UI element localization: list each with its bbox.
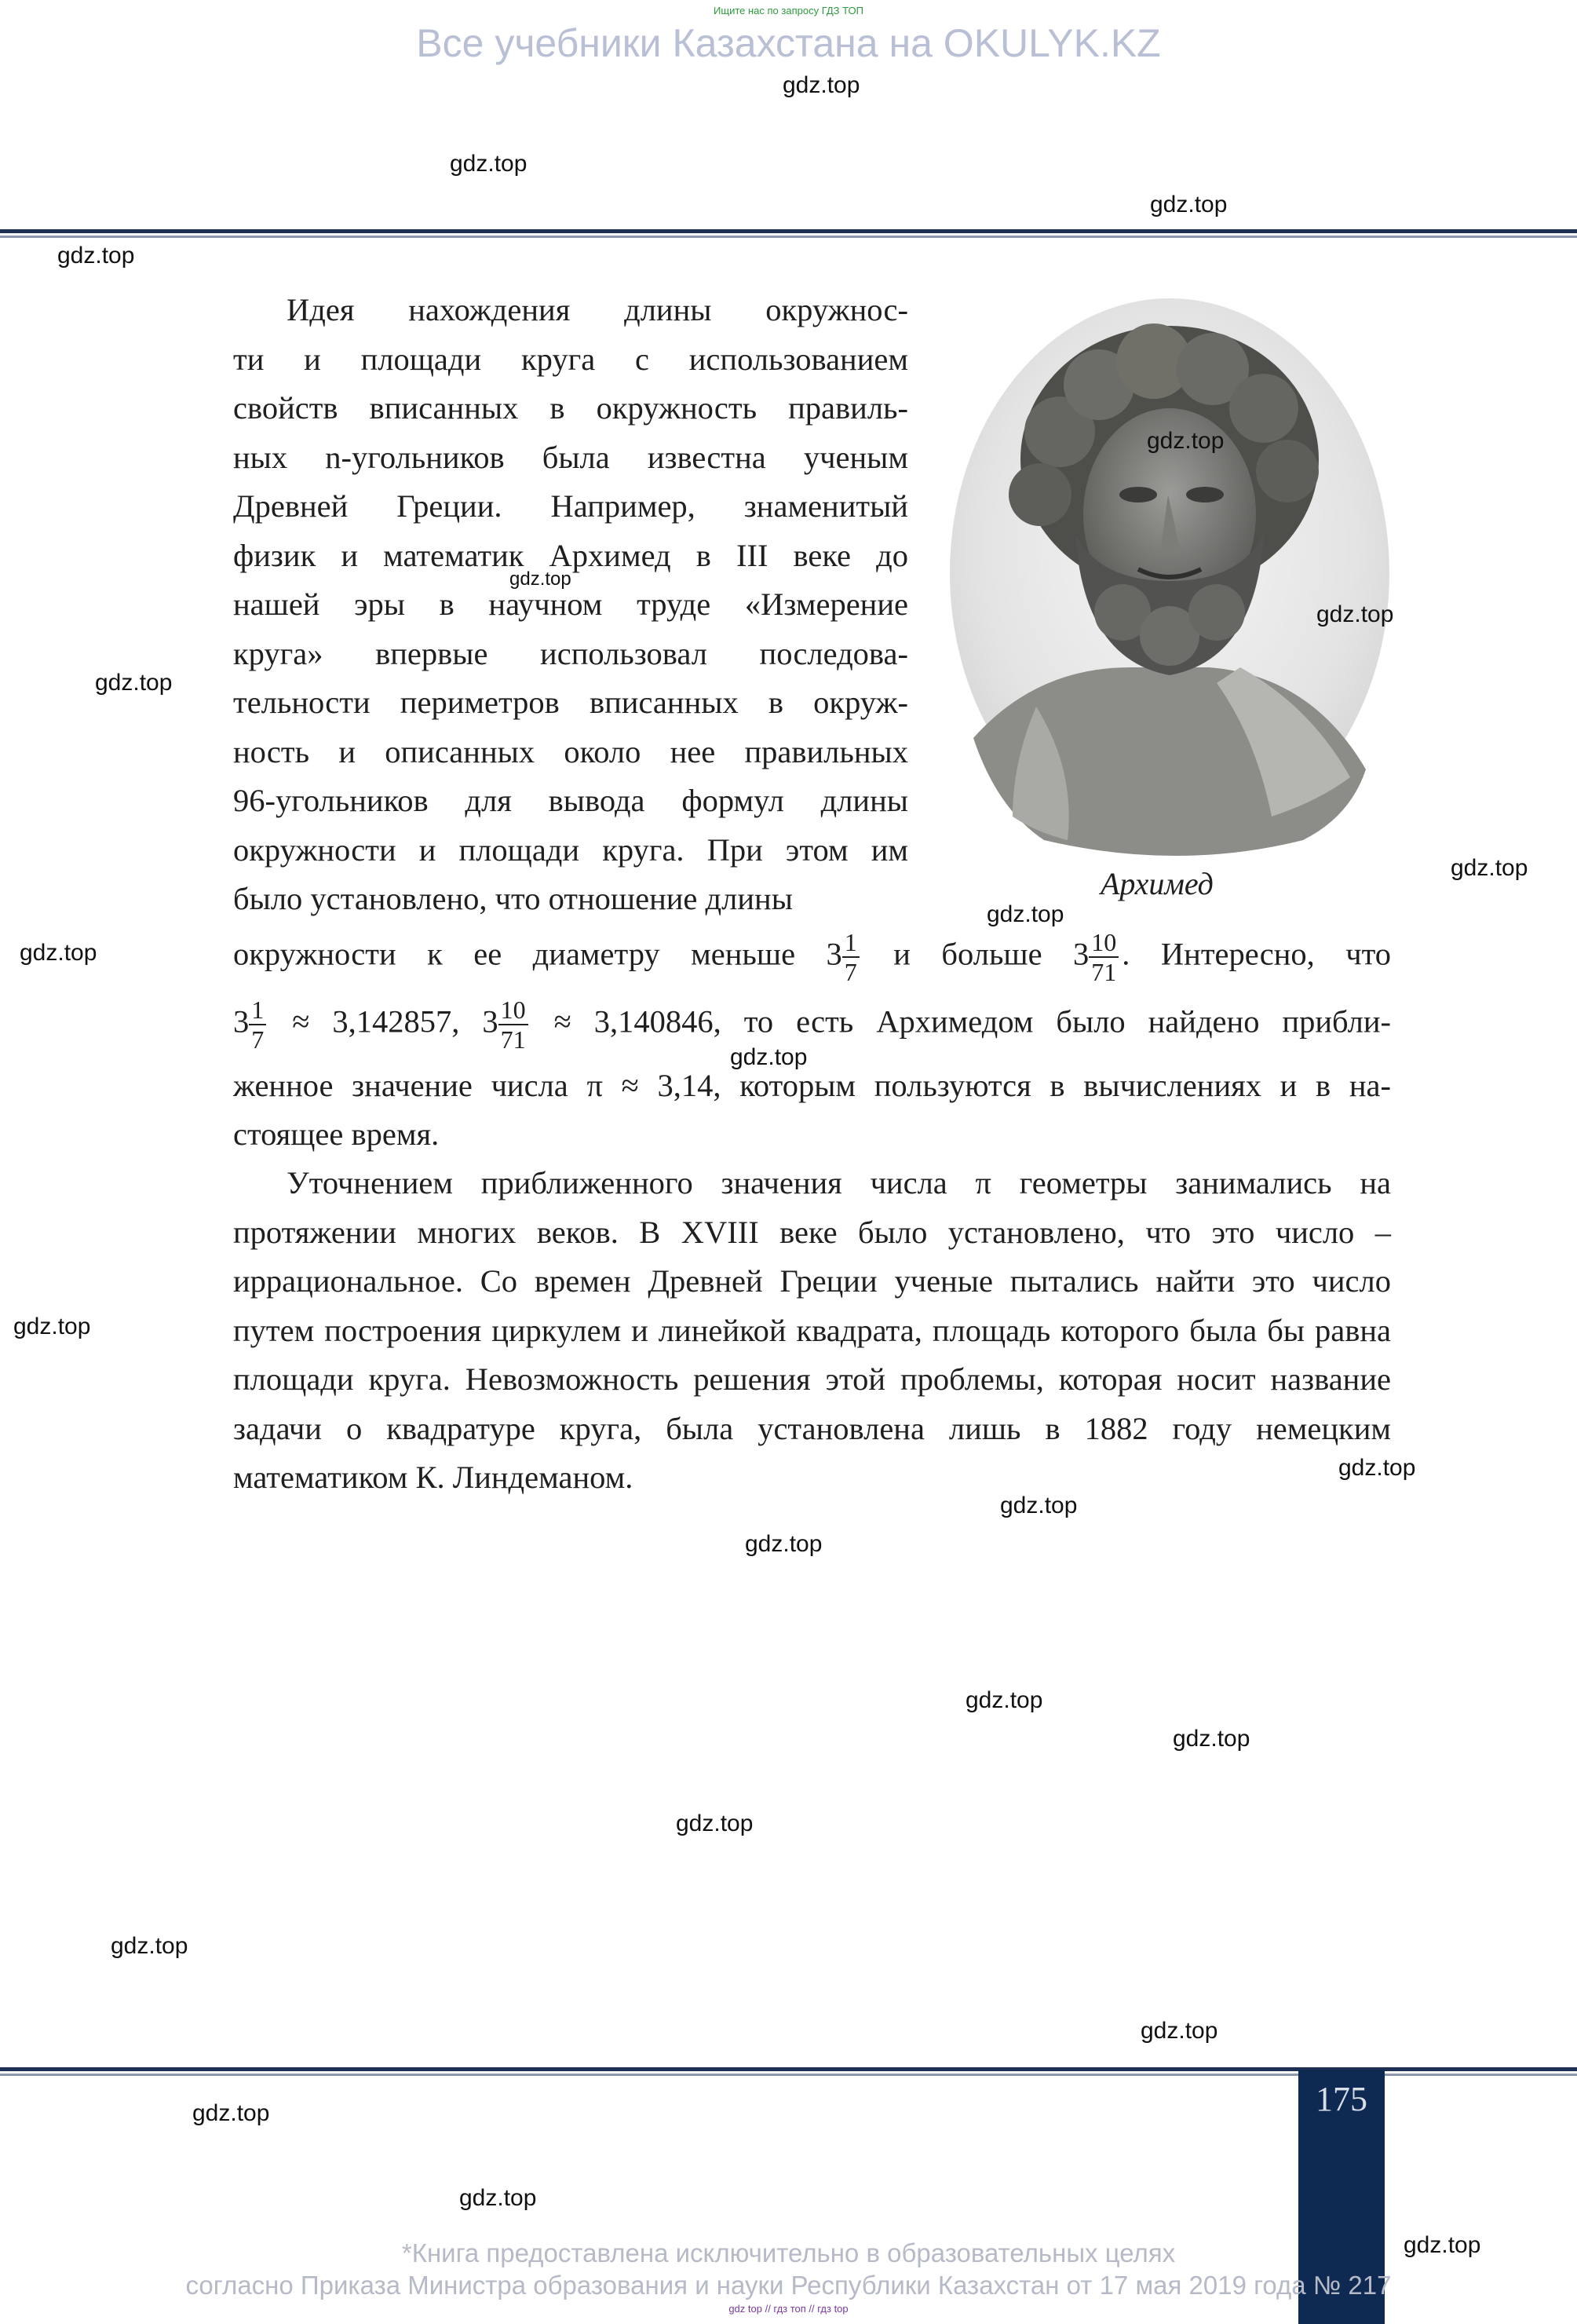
fraction-numerator: 10 (498, 996, 528, 1025)
fraction-numerator: 1 (842, 928, 860, 958)
footer-line-2: согласно Приказа Министра образования и науки Республики Казахстан от 17 мая 2019 года № 217 (185, 2271, 1392, 2300)
watermark: gdz.top (783, 72, 860, 98)
fraction-1-7 (249, 996, 266, 1054)
watermark: gdz.top (676, 1811, 754, 1836)
line-with-fractions-2 (233, 996, 1391, 1058)
text-segment: ≈ 3,140846, то есть Архимедом было найдено прибли- (531, 1003, 1391, 1040)
text-line: ность и описанных около нее правильных (233, 733, 908, 769)
text-segment: 3 (233, 1003, 250, 1040)
fraction-denominator: 71 (1091, 958, 1117, 986)
fraction-numerator: 1 (249, 996, 266, 1025)
text-line: окружности и площади круга. При этом им (233, 831, 908, 868)
text-line: ти и площади круга с использованием (233, 341, 908, 377)
watermark: gdz.top (20, 940, 97, 966)
site-title[interactable]: Все учебники Казахстана на OKULYK.KZ (416, 21, 1161, 65)
line-with-fractions-1 (233, 928, 1391, 991)
text-line: было установлено, что отношение длины (233, 881, 793, 916)
watermark: gdz.top (1150, 192, 1228, 217)
text-segment: окружности к ее диаметру меньше 3 (233, 936, 842, 972)
watermark: gdz.top (1404, 2232, 1481, 2258)
fraction-denominator: 71 (500, 1025, 526, 1054)
text-segment: ≈ 3,142857, 3 (269, 1003, 498, 1040)
top-note: Ищите нас по запросу ГДЗ ТОП (714, 5, 863, 16)
watermark: gdz.top (987, 901, 1064, 927)
page-number: 175 (1316, 2080, 1367, 2118)
watermark: gdz.top (95, 670, 173, 696)
watermark: gdz.top (1141, 2018, 1218, 2044)
fraction-numerator: 10 (1089, 928, 1119, 958)
fraction-10-71 (1089, 928, 1119, 986)
watermark: gdz.top (1338, 1455, 1416, 1481)
fraction-10-71 (498, 996, 528, 1054)
footer-line-1: *Книга предоставлена исключительно в образовательных целях (401, 2238, 1176, 2267)
text-segment: и больше 3 (862, 936, 1090, 972)
paragraph-2-text: Уточнением приближенного значения числа π геометры занимались на протяжении многих веков. В XVIII веке было установлено, что это число – иррациональное. Со времен Древней Греции ученые пытались найти это число путем построения циркулем и линейкой квадрата, площадь которого была бы равна площади круга. Невозможность решения этой проблемы, которая носит название задачи о квадратуре круга, была установлена лишь в 1882 году немецким математиком К. Линдеманом. (233, 1165, 1391, 1495)
paragraph-1 (233, 286, 908, 924)
text-line: физик и математик Архимед в III веке до (233, 537, 908, 573)
watermark: gdz.top (1316, 601, 1394, 627)
text-line: Идея нахождения длины окружнос- (287, 292, 908, 327)
watermark: gdz.top (111, 1933, 188, 1959)
fraction-denominator: 7 (844, 958, 857, 986)
paragraph-2 (233, 1159, 1391, 1503)
watermark: gdz.top (1147, 428, 1225, 454)
watermark: gdz.top (966, 1687, 1043, 1713)
archimedes-portrait (942, 298, 1397, 864)
watermark: gdz.top (192, 2100, 270, 2126)
fraction-denominator: 7 (251, 1025, 265, 1054)
watermark: gdz.top (1000, 1493, 1078, 1518)
watermark: gdz.top (745, 1531, 823, 1557)
text-segment: . Интересно, что (1122, 936, 1392, 972)
text-line: Древней Греции. Например, знаменитый (233, 488, 908, 524)
watermark: gdz.top (1173, 1726, 1250, 1752)
fraction-1-7 (842, 928, 860, 986)
watermark: gdz.top (730, 1044, 808, 1070)
text-line: стоящее время. (233, 1116, 440, 1152)
top-rule (0, 229, 1577, 233)
footer-line-3: gdz top // гдз топ // гдз top (728, 2303, 849, 2315)
text-line: ных n-угольников была известна ученым (233, 439, 908, 475)
top-rule-thin (0, 236, 1577, 238)
watermark: gdz.top (509, 568, 571, 590)
text-line: женное значение числа π ≈ 3,14, которым пользуются в вычислениях и в на- (233, 1068, 1391, 1103)
text-line: нашей эры в научном труде «Измерение (233, 586, 908, 622)
watermark: gdz.top (13, 1314, 91, 1339)
portrait-caption: Архимед (1101, 866, 1214, 901)
text-line: круга» впервые использовал последова- (233, 635, 908, 671)
text-line: 96-угольников для вывода формул длины (233, 783, 908, 818)
text-line: тельности периметров вписанных в окруж- (233, 685, 908, 720)
watermark: gdz.top (459, 2185, 537, 2211)
watermark: gdz.top (1451, 855, 1528, 881)
watermark: gdz.top (450, 151, 527, 177)
text-line: свойств вписанных в окружность правиль- (233, 390, 908, 426)
watermark: gdz.top (57, 243, 135, 269)
